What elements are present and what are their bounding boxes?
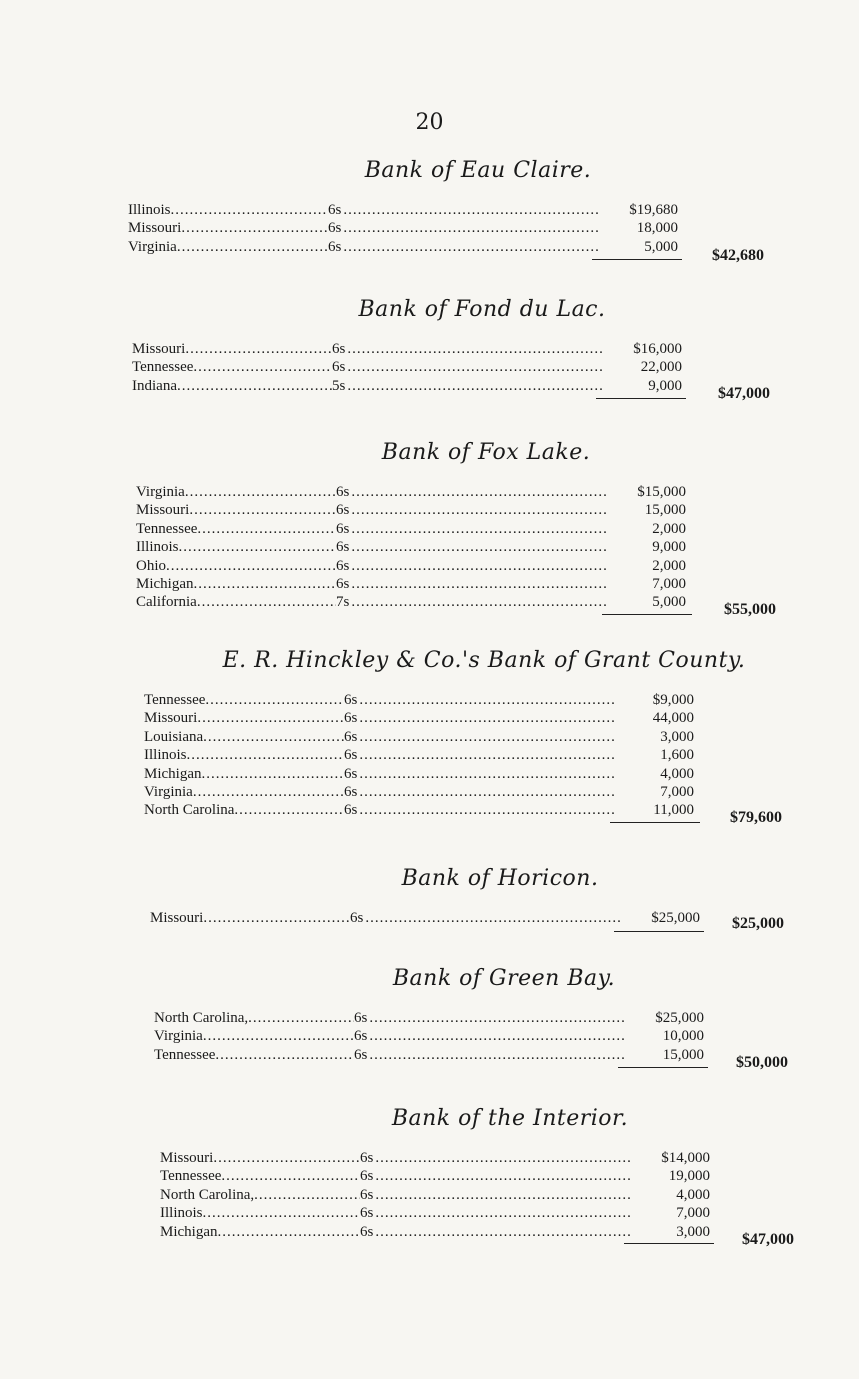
section-total: $55,000 — [724, 601, 776, 618]
bond-row — [128, 219, 828, 237]
bond-row — [160, 1186, 859, 1204]
bond-row — [136, 501, 836, 519]
page-number: 20 — [415, 110, 444, 135]
bond-row — [144, 783, 844, 801]
state-name: Missouri ..... — [160, 1149, 360, 1167]
bond-amount: 1,600 — [660, 747, 694, 764]
bond-list — [128, 201, 828, 264]
bond-row — [160, 1167, 859, 1185]
bond-rate: 6s ..... — [336, 483, 606, 501]
bond-row — [132, 358, 832, 376]
state-name: Missouri ..... — [136, 501, 336, 519]
bond-amount: 18,000 — [636, 220, 678, 237]
section-bank-of-green-bay — [154, 966, 854, 1071]
bond-amount: 11,000 — [653, 802, 694, 819]
state-name: Missouri ..... — [144, 709, 344, 727]
state-name: Michigan ..... — [160, 1223, 360, 1241]
state-name: Michigan ..... — [144, 765, 344, 783]
bond-rate: 6s ..... — [344, 691, 614, 709]
state-name: Tennessee ..... — [144, 691, 344, 709]
bond-row — [154, 1009, 854, 1027]
bond-rate: 6s ..... — [360, 1167, 630, 1185]
bond-list — [132, 340, 832, 402]
bond-rate: 6s ..... — [344, 783, 614, 801]
section-total: $47,000 — [718, 385, 770, 402]
bond-rate: 6s ..... — [344, 801, 614, 819]
bond-rate: 7s ..... — [336, 593, 606, 611]
bond-amount: 5,000 — [644, 238, 678, 255]
state-name: Tennessee ..... — [132, 358, 332, 376]
subtotal-rule — [592, 259, 682, 260]
bond-list — [144, 691, 844, 826]
section-bank-of-grant-county — [144, 648, 844, 826]
state-name: Virginia ..... — [128, 238, 328, 256]
bond-row — [144, 691, 844, 709]
state-name: Illinois ..... — [160, 1204, 360, 1222]
bond-amount: $14,000 — [661, 1150, 710, 1166]
bond-rate: 6s ..... — [336, 538, 606, 556]
state-name: Louisiana ..... — [144, 728, 344, 746]
bond-rate: 6s ..... — [344, 746, 614, 764]
bond-row — [144, 746, 844, 764]
section-bank-of-eau-claire — [128, 158, 828, 264]
state-name: Indiana ..... — [132, 377, 332, 395]
section-total: $47,000 — [742, 1231, 794, 1248]
bond-amount: $19,680 — [629, 202, 678, 218]
bond-row — [136, 483, 836, 501]
bond-amount: $15,000 — [637, 484, 686, 500]
section-title: Bank of Green Bay. — [392, 966, 616, 991]
state-name: North Carolina ..... — [144, 801, 344, 819]
bond-amount: 4,000 — [660, 765, 694, 782]
bond-amount: 19,000 — [668, 1168, 710, 1185]
state-name: California ..... — [136, 593, 336, 611]
bond-amount: 15,000 — [662, 1046, 704, 1063]
state-name: Illinois ..... — [128, 201, 328, 219]
bond-row — [144, 728, 844, 746]
bond-amount: 3,000 — [660, 728, 694, 745]
section-title: Bank of Fond du Lac. — [358, 297, 606, 322]
bond-amount: 9,000 — [648, 377, 682, 394]
bond-amount: 2,000 — [652, 520, 686, 537]
bond-amount: 15,000 — [644, 502, 686, 519]
section-title: E. R. Hinckley & Co.'s Bank of Grant County. — [222, 648, 746, 673]
bond-rate: 6s ..... — [344, 709, 614, 727]
state-name: Virginia ..... — [144, 783, 344, 801]
bond-rate: 6s ..... — [360, 1149, 630, 1167]
subtotal-rule — [602, 614, 692, 615]
bond-amount: 10,000 — [662, 1028, 704, 1045]
bond-amount: 22,000 — [640, 359, 682, 376]
bond-rate: 6s ..... — [336, 557, 606, 575]
bond-row — [154, 1027, 854, 1045]
state-name: Tennessee ..... — [154, 1046, 354, 1064]
bond-rate: 5s ..... — [332, 377, 602, 395]
state-name: Missouri ..... — [150, 909, 350, 927]
bond-amount: 5,000 — [652, 594, 686, 611]
subtotal-rule — [610, 822, 700, 823]
state-name: North Carolina, ..... — [154, 1009, 354, 1027]
state-name: Missouri ..... — [132, 340, 332, 358]
bond-list — [154, 1009, 854, 1071]
bond-rate: 6s ..... — [328, 219, 598, 237]
bond-rate: 6s ..... — [360, 1186, 630, 1204]
section-bank-of-fond-du-lac — [132, 297, 832, 402]
bond-rate: 6s ..... — [336, 520, 606, 538]
section-title: Bank of Eau Claire. — [364, 158, 592, 183]
bond-amount: $25,000 — [655, 1010, 704, 1026]
section-total: $79,600 — [730, 809, 782, 826]
bond-rate: 6s ..... — [336, 575, 606, 593]
bond-list — [150, 909, 850, 932]
bond-rate: 6s ..... — [332, 358, 602, 376]
bond-amount: $25,000 — [651, 910, 700, 926]
bond-row — [144, 709, 844, 727]
bond-amount: 7,000 — [660, 783, 694, 800]
section-title: Bank of Fox Lake. — [381, 440, 591, 465]
section-total: $25,000 — [732, 915, 784, 932]
bond-rate: 6s ..... — [350, 909, 620, 927]
bond-row — [136, 538, 836, 556]
state-name: Tennessee ..... — [136, 520, 336, 538]
bond-amount: 4,000 — [676, 1186, 710, 1203]
subtotal-rule — [624, 1243, 714, 1244]
subtotal-rule — [614, 931, 704, 932]
bond-rate: 6s ..... — [344, 728, 614, 746]
section-bank-of-horicon — [150, 866, 850, 932]
bond-rate: 6s ..... — [354, 1046, 624, 1064]
bond-amount: 3,000 — [676, 1223, 710, 1240]
bond-row — [160, 1204, 859, 1222]
bond-amount: 7,000 — [676, 1205, 710, 1222]
bond-rate: 6s ..... — [336, 501, 606, 519]
state-name: Illinois ..... — [144, 746, 344, 764]
bond-rate: 6s ..... — [328, 238, 598, 256]
state-name: Virginia ..... — [136, 483, 336, 501]
state-name: Ohio ..... — [136, 557, 336, 575]
bond-amount: 9,000 — [652, 539, 686, 556]
bond-list — [160, 1149, 859, 1248]
section-bank-of-the-interior — [160, 1106, 859, 1248]
bond-amount: $16,000 — [633, 341, 682, 357]
state-name: Missouri ..... — [128, 219, 328, 237]
bond-row — [136, 575, 836, 593]
bond-rate: 6s ..... — [354, 1027, 624, 1045]
bond-list — [136, 483, 836, 618]
bond-row — [144, 765, 844, 783]
bond-rate: 6s ..... — [344, 765, 614, 783]
state-name: Michigan ..... — [136, 575, 336, 593]
section-title: Bank of Horicon. — [401, 866, 599, 891]
state-name: Illinois ..... — [136, 538, 336, 556]
bond-row — [128, 201, 828, 219]
bond-row — [136, 557, 836, 575]
bond-row — [132, 340, 832, 358]
bond-row — [160, 1149, 859, 1167]
bond-amount: 2,000 — [652, 557, 686, 574]
state-name: North Carolina, ..... — [160, 1186, 360, 1204]
subtotal-rule — [618, 1067, 708, 1068]
bond-rate: 6s ..... — [360, 1223, 630, 1241]
section-total: $50,000 — [736, 1054, 788, 1071]
state-name: Tennessee ..... — [160, 1167, 360, 1185]
bond-amount: $9,000 — [652, 692, 694, 708]
section-total: $42,680 — [712, 247, 764, 264]
bond-rate: 6s ..... — [332, 340, 602, 358]
bond-amount: 7,000 — [652, 575, 686, 592]
bond-amount: 44,000 — [652, 710, 694, 727]
bond-rate: 6s ..... — [328, 201, 598, 219]
section-title: Bank of the Interior. — [391, 1106, 629, 1131]
bond-rate: 6s ..... — [360, 1204, 630, 1222]
bond-rate: 6s ..... — [354, 1009, 624, 1027]
bond-row — [136, 520, 836, 538]
state-name: Virginia ..... — [154, 1027, 354, 1045]
section-bank-of-fox-lake — [136, 440, 836, 618]
subtotal-rule — [596, 398, 686, 399]
